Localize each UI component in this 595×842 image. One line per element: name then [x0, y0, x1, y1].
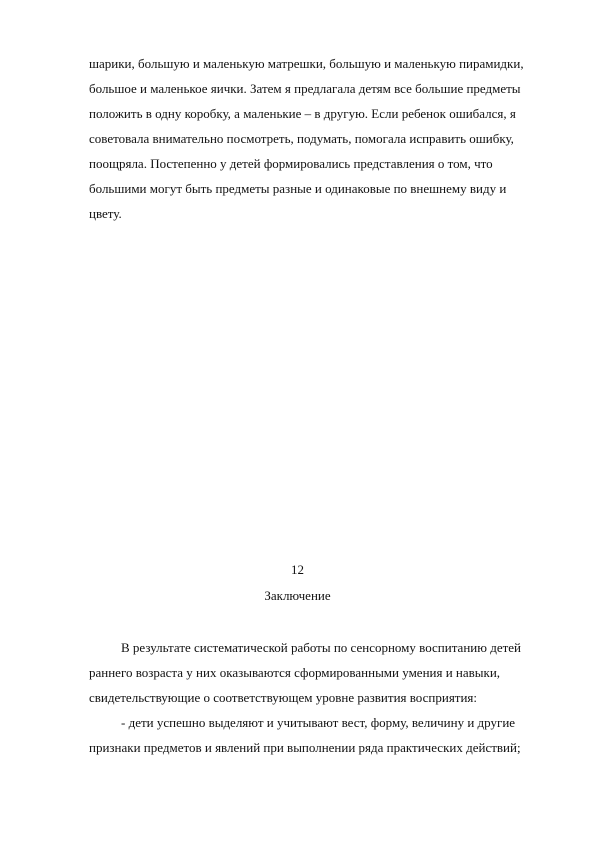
section-title: Заключение [264, 588, 331, 603]
body-text-line: раннего возраста у них оказываются сформированными умения и навыки, [89, 665, 501, 680]
body-text-line: В результате систематической работы по сенсорному воспитанию детей [121, 640, 521, 655]
list-item-text: признаки предметов и явлений при выполнении ряда практических действий; [89, 740, 521, 755]
body-text-line: большими могут быть предметы разные и одинаковые по внешнему виду и [89, 181, 507, 196]
body-text-line: положить в одну коробку, а маленькие – в другую. Если ребенок ошибался, я [89, 106, 516, 121]
body-text-line: свидетельствующие о соответствующем уровне развития восприятия: [89, 690, 478, 705]
list-item-text: - дети успешно выделяют и учитывают вест, форму, величину и другие [121, 715, 516, 730]
body-text-line: советовала внимательно посмотреть, подумать, помогала исправить ошибку, [89, 131, 514, 146]
body-text-line: поощряла. Постепенно у детей формировались представления о том, что [89, 156, 493, 171]
body-text-line: цвету. [89, 206, 122, 221]
body-text-line: большое и маленькое яички. Затем я предлагала детям все большие предметы [89, 81, 521, 96]
body-text-line: шарики, большую и маленькую матрешки, большую и маленькую пирамидки, [89, 56, 524, 71]
page-number: 12 [291, 562, 304, 577]
